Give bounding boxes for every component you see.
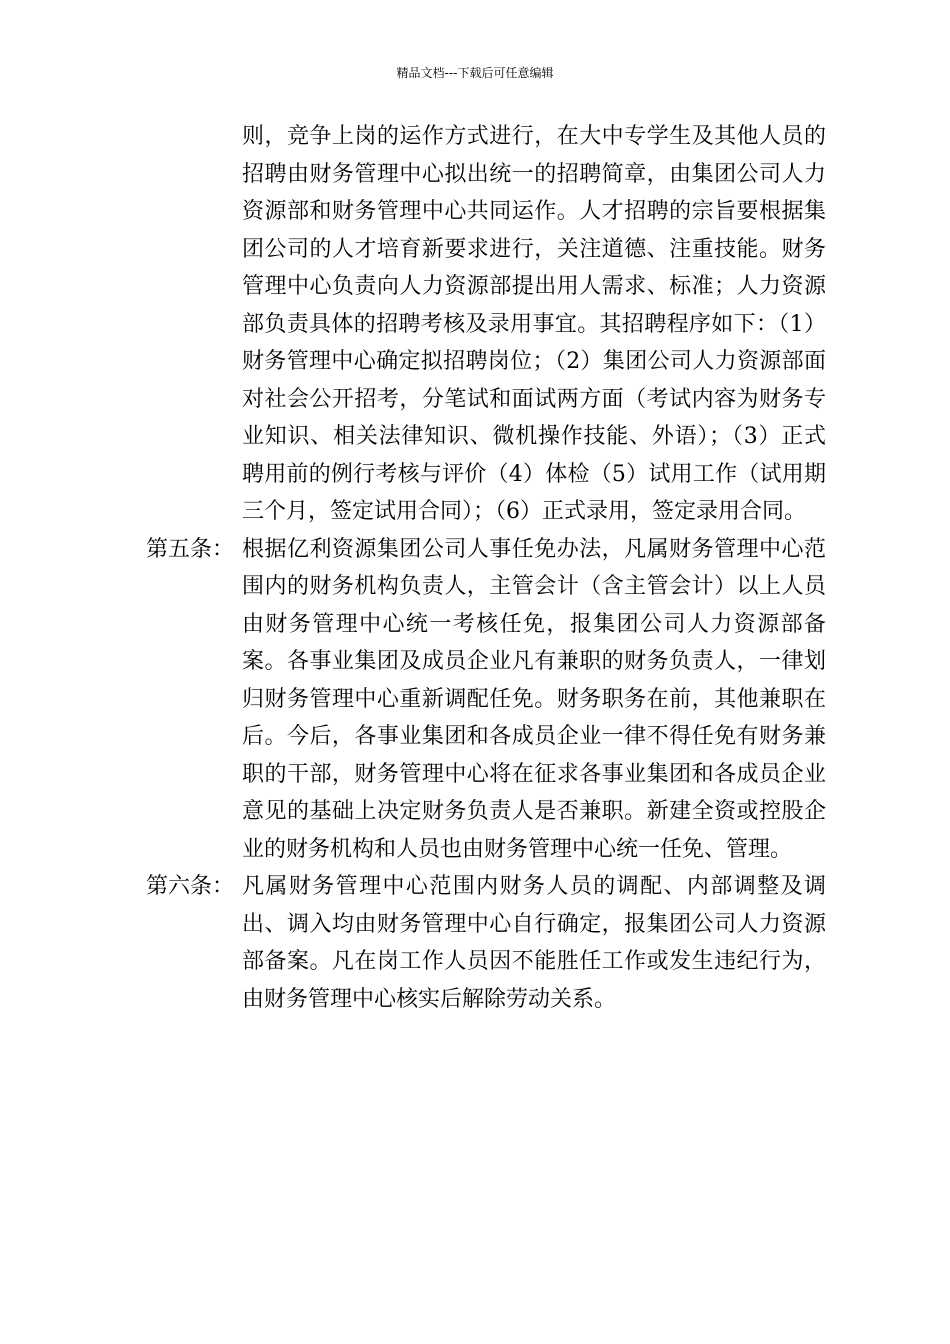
paragraph-text: 根据亿利资源集团公司人事任免办法，凡属财务管理中心范围内的财务机构负责人，主管会计（含主管会计）以上人员由财务管理中心统一考核任免，报集团公司人力资源部备案。各事业集团及成员企业凡有兼职的财务负责人，一律划归财务管理中心重新调配任免。财务职务在前，其他兼职在后。今后，各事业集团和各成员企业一律不得任免有财务兼职的干部，财务管理中心将在征求各事业集团和各成员企业意见的基础上决定财务负责人是否兼职。新建全资或控股企业的财务机构和人员也由财务管理中心统一任免、管理。	[242, 536, 826, 862]
document-body	[146, 118, 826, 1018]
paragraph-continuation	[146, 118, 826, 531]
article-6	[146, 868, 826, 1018]
article-label: 第六条：	[146, 874, 235, 899]
article-label: 第五条：	[146, 536, 235, 562]
page-header: 精品文档---下载后可任意编辑	[396, 66, 554, 80]
paragraph-text: 则，竞争上岗的运作方式进行，在大中专学生及其他人员的招聘由财务管理中心拟出统一的招聘简章，由集团公司人力资源部和财务管理中心共同运作。人才招聘的宗旨要根据集团公司的人才培育新要求进行，关注道德、注重技能。财务管理中心负责向人力资源部提出用人需求、标准；人力资源部负责具体的招聘考核及录用事宜。其招聘程序如下：（1）财务管理中心确定拟招聘岗位；（2）集团公司人力资源部面对社会公开招考，分笔试和面试两方面（考试内容为财务专业知识、相关法律知识、微机操作技能、外语）；（3）正式聘用前的例行考核与评价（4）体检（5）试用工作（试用期三个月，签定试用合同）；（6）正式录用，签定录用合同。	[242, 124, 826, 524]
paragraph-text: 凡属财务管理中心范围内财务人员的调配、内部调整及调出、调入均由财务管理中心自行确定，报集团公司人力资源部备案。凡在岗工作人员因不能胜任工作或发生违纪行为，由财务管理中心核实后解除劳动关系。	[242, 874, 826, 1012]
article-5	[146, 531, 826, 869]
